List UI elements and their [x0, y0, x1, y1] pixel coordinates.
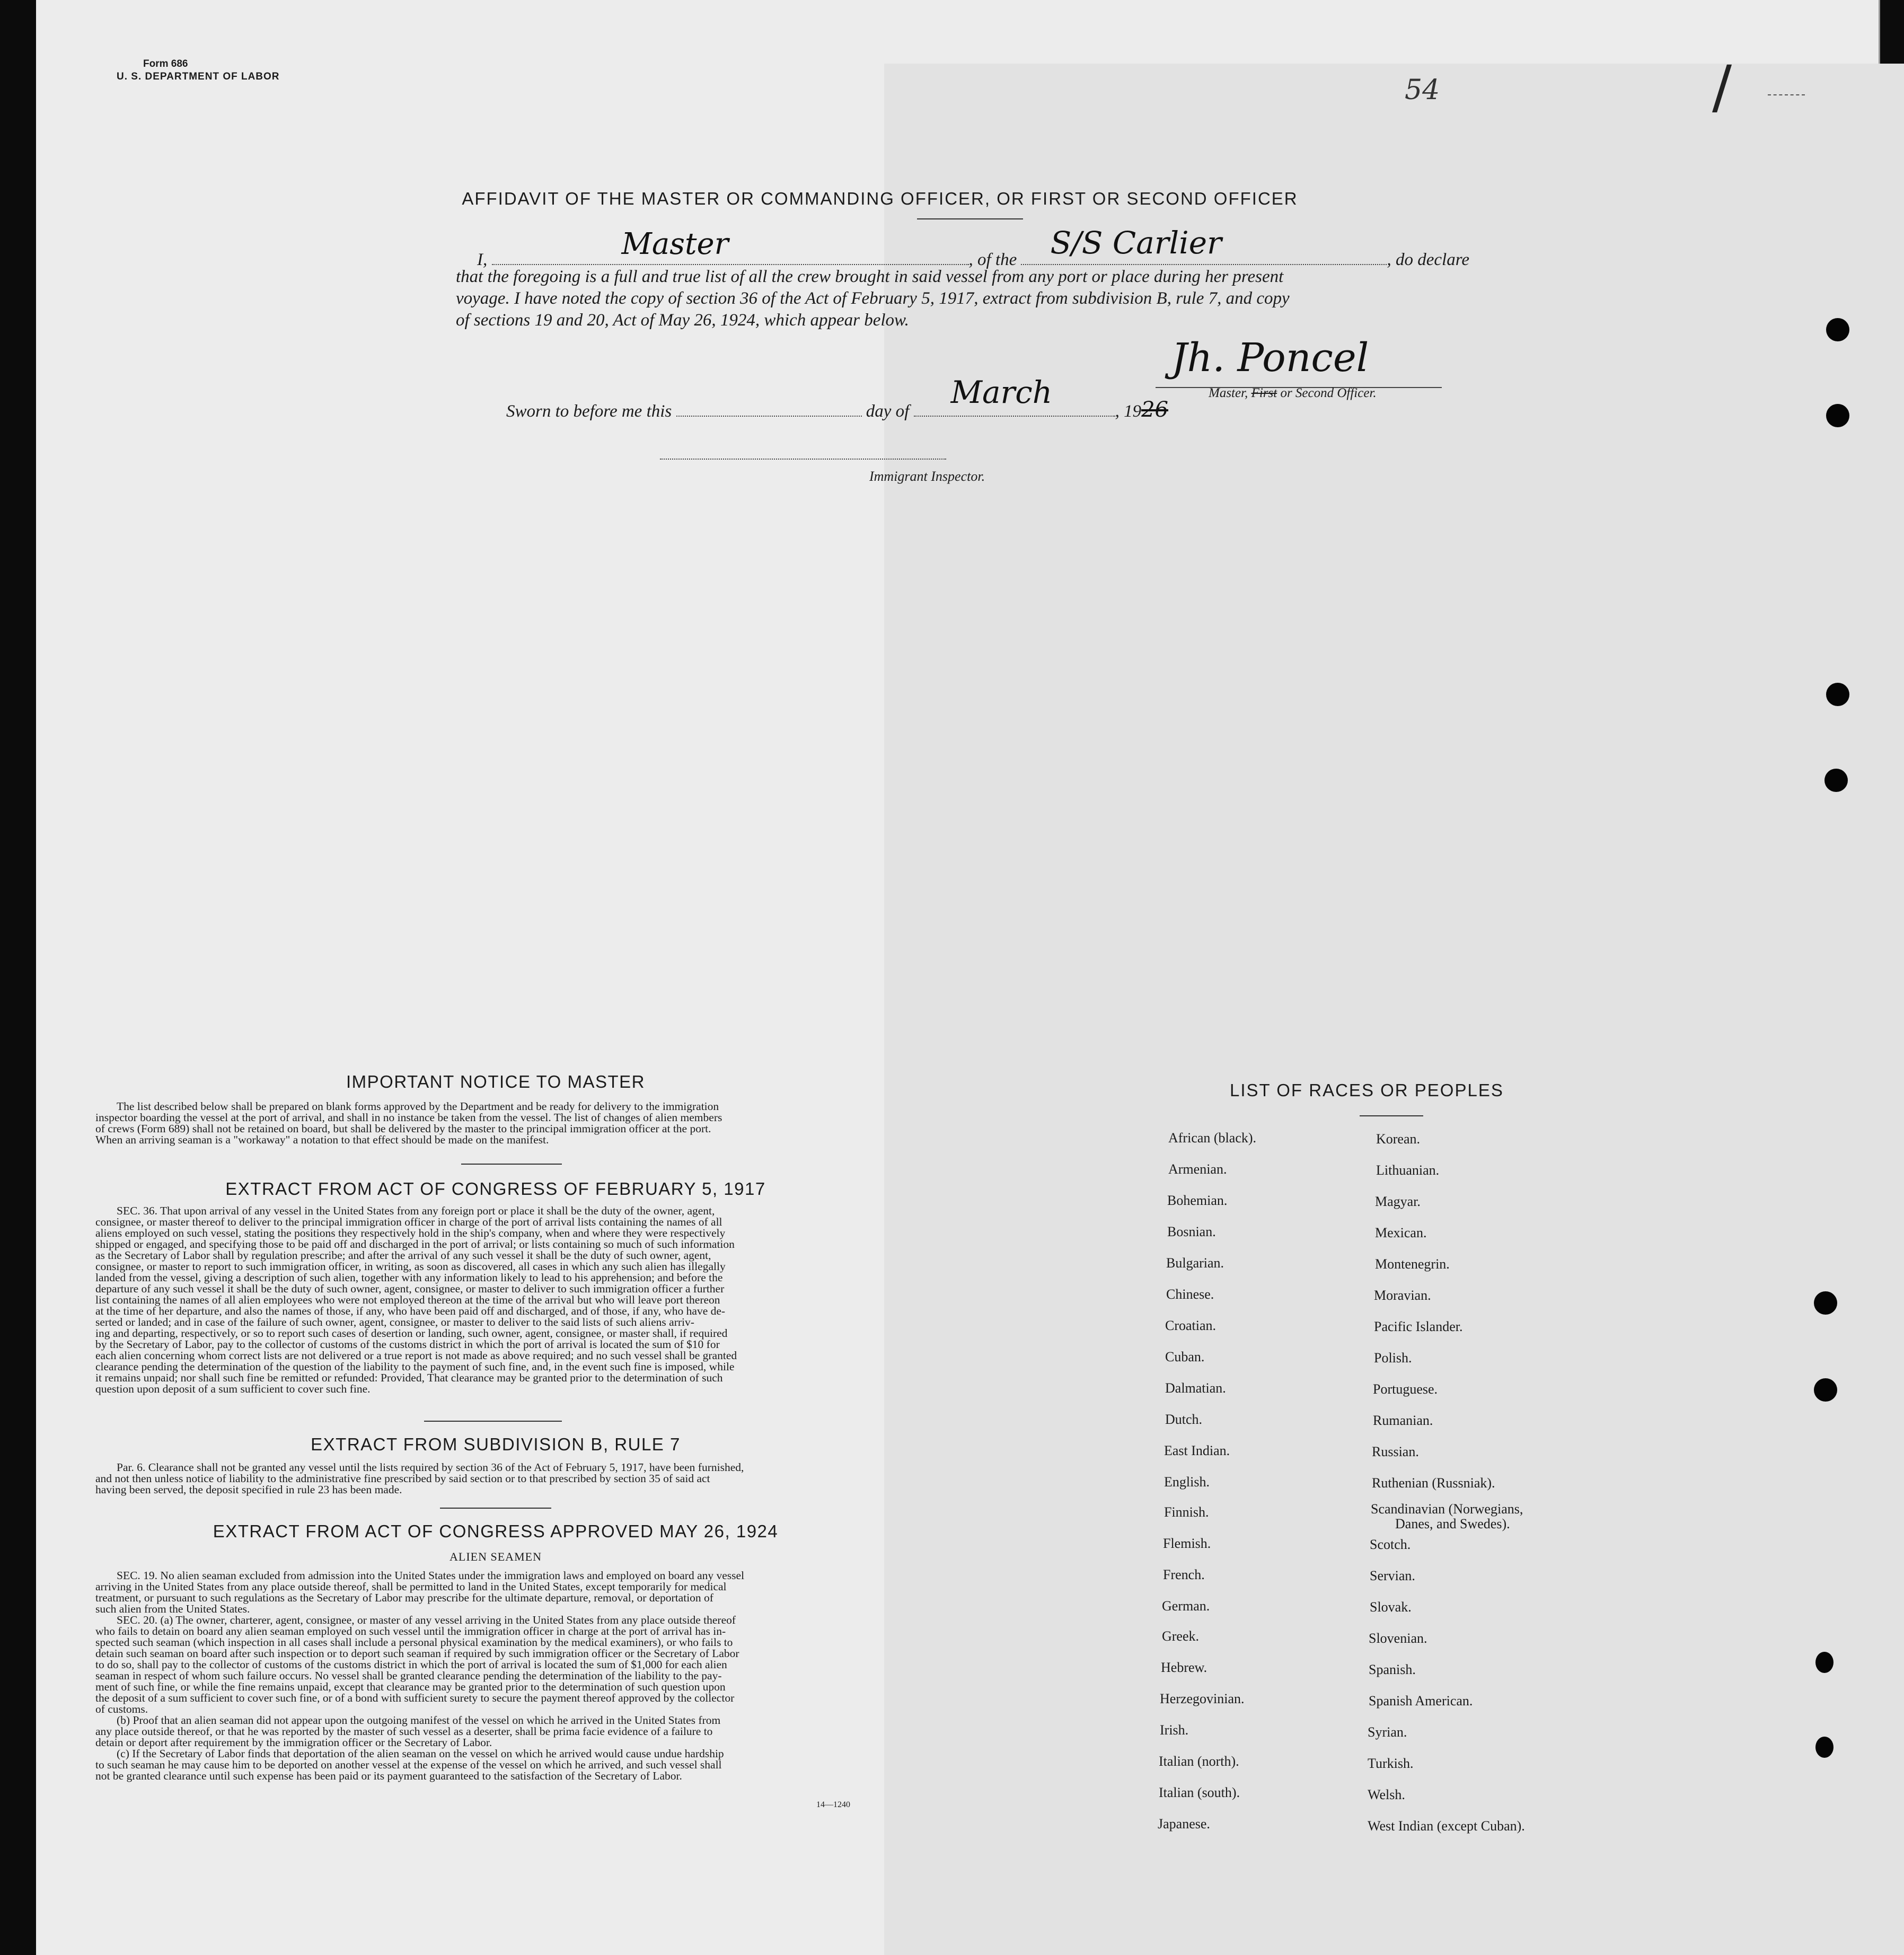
affidavit-line-4: of sections 19 and 20, Act of May 26, 1924, which appear below.: [456, 311, 909, 330]
race-item: Servian.: [1370, 1568, 1415, 1583]
race-item: Lithuanian.: [1376, 1163, 1440, 1178]
race-item: Bohemian.: [1167, 1193, 1228, 1208]
department-name: U. S. DEPARTMENT OF LABOR: [117, 71, 280, 82]
races-title-rule: [1360, 1115, 1423, 1116]
inspector-caption: Immigrant Inspector.: [869, 469, 985, 484]
extract-1924-line: detain or deport after requirement by the immigration officer or the Secretary of Labor.: [95, 1736, 492, 1749]
extract-1917-line: at the time of her departure, and also the names of those, if any, who have been paid off and discharged, and of those, if any, who have de-: [95, 1305, 726, 1317]
affidavit-line-1: [477, 225, 1469, 270]
binder-hole: [1815, 1737, 1834, 1758]
notice-line: When an arriving seaman is a "workaway" a notation to that effect should be made on the manifest.: [95, 1133, 549, 1146]
race-item: Cuban.: [1165, 1349, 1205, 1364]
line1-mid: , of the: [968, 250, 1017, 269]
extract-1917-line: serted or landed; and in case of the failure of such owner, agent, consignee, or master to deliver to the said lists of such aliens arriv-: [95, 1316, 694, 1328]
race-item: Montenegrin.: [1375, 1256, 1450, 1272]
race-item: Herzegovinian.: [1160, 1691, 1245, 1706]
race-item: Magyar.: [1375, 1194, 1421, 1209]
race-item: East Indian.: [1164, 1443, 1230, 1458]
extract-1924-line: SEC. 19. No alien seaman excluded from admission into the United States under the immigration laws and employed on board any vessel: [117, 1569, 745, 1582]
race-item: Korean.: [1376, 1131, 1421, 1147]
day-blank: [676, 416, 862, 417]
race-item: French.: [1163, 1567, 1205, 1582]
affidavit-line-2: that the foregoing is a full and true list of all the crew brought in said vessel from any port or place during her present: [456, 267, 1284, 286]
handwritten-name: Master: [621, 227, 729, 261]
race-item: Polish.: [1374, 1350, 1412, 1366]
race-item: Scotch.: [1370, 1537, 1411, 1552]
race-item: Slovenian.: [1369, 1631, 1427, 1646]
extract-1917-line: landed from the vessel, giving a description of such alien, together with any information likely to lead to his apprehension; and before the: [95, 1271, 723, 1284]
caption-second-officer: or Second Officer.: [1280, 386, 1377, 400]
notice-line: of crews (Form 689) shall not be retained on board, but shall be delivered by the master to the principal immigration officer at the port.: [95, 1122, 711, 1135]
binder-hole: [1814, 1291, 1837, 1315]
binder-hole: [1815, 1652, 1834, 1673]
race-item: Dalmatian.: [1165, 1380, 1226, 1396]
race-item-continuation: Danes, and Swedes).: [1395, 1516, 1510, 1531]
race-item: Bosnian.: [1167, 1224, 1216, 1239]
extract-1924-line: of customs.: [95, 1703, 148, 1715]
extract-1924-subtitle: ALIEN SEAMEN: [449, 1550, 542, 1563]
extract-1917-line: shipped or engaged, and specifying those to be paid off and discharged in the port of arrival; or lists containing so much of such information: [95, 1238, 735, 1251]
vessel-blank: [1021, 225, 1387, 265]
race-item: Moravian.: [1374, 1288, 1431, 1303]
extract-1924-title: EXTRACT FROM ACT OF CONGRESS APPROVED MAY 26, 1924: [213, 1521, 779, 1541]
inspector-signature-line: [660, 459, 946, 460]
section-rule: [461, 1164, 562, 1165]
race-item: Irish.: [1160, 1722, 1189, 1738]
name-blank: [492, 227, 969, 265]
race-item: Rumanian.: [1373, 1413, 1433, 1428]
race-item: Spanish.: [1369, 1662, 1416, 1677]
extract-1917-line: list containing the names of all alien employees who were not employed thereon at the time of the arrival but who will leave port thereon: [95, 1293, 720, 1306]
extract-1924-line: treatment, or pursuant to such regulations as the Secretary of Labor may prescribe for the ultimate departure, removal, or deportation of: [95, 1591, 713, 1604]
section-rule: [440, 1508, 551, 1509]
extract-1917-body: [95, 1205, 896, 1395]
race-item: Italian (south).: [1159, 1785, 1240, 1800]
extract-1917-line: consignee, or master thereof to deliver to the principal immigration officer in charge of the port of arrival lists containing the names of all: [95, 1216, 722, 1228]
extract-1924-line: to do so, shall pay to the collector of customs of the customs district in which the port of arrival is located the sum of $1,000 for each alien: [95, 1658, 727, 1671]
extract-1917-line: consignee, or master to report to such immigration officer, in writing, as soon as discovered, all cases in which any such alien has illegally: [95, 1260, 726, 1273]
binder-hole: [1826, 404, 1849, 427]
race-item: Spanish American.: [1369, 1693, 1473, 1709]
notice-line: inspector boarding the vessel at the port of arrival, and shall in no instance be taken from the vessel. The list of changes of alien members: [95, 1111, 722, 1124]
line1-suffix: , do declare: [1387, 250, 1469, 269]
binder-hole: [1826, 318, 1849, 341]
extract-1924-line: SEC. 20. (a) The owner, charterer, agent, consignee, or master of any vessel arriving in the United States from any place outside thereof: [117, 1614, 736, 1626]
race-item: Pacific Islander.: [1374, 1319, 1463, 1334]
sworn-prefix: Sworn to before me this: [506, 402, 672, 421]
check-mark: /: [1712, 53, 1732, 121]
race-item: Croatian.: [1165, 1318, 1217, 1333]
caption-struck-first: First: [1251, 386, 1277, 400]
races-title: LIST OF RACES OR PEOPLES: [1230, 1080, 1504, 1100]
race-item: African (black).: [1168, 1130, 1257, 1146]
race-item: Flemish.: [1163, 1536, 1211, 1551]
top-right-dash: [1768, 94, 1805, 95]
extract-1917-title: EXTRACT FROM ACT OF CONGRESS OF FEBRUARY 5, 1917: [225, 1179, 766, 1199]
race-item: Greek.: [1162, 1628, 1200, 1644]
race-item: Japanese.: [1158, 1816, 1210, 1831]
affidavit-title: AFFIDAVIT OF THE MASTER OR COMMANDING OFFICER, OR FIRST OR SECOND OFFICER: [462, 189, 1298, 208]
extract-1917-line: it remains unpaid; nor shall such fine be remitted or refunded: Provided, That clearance may be granted prior to the determination of such: [95, 1371, 723, 1384]
section-rule: [424, 1421, 562, 1422]
master-signature: Jh. Poncel: [1171, 335, 1369, 381]
extract-1917-line: clearance pending the determination of the question of the liability to the payment of such fine, and, in the event such fine is imposed, while: [95, 1360, 735, 1373]
extract-1917-line: departure of any such vessel it shall be the duty of such owner, agent, consignee, or master to deliver to such immigration officer a further: [95, 1282, 725, 1295]
race-item: Italian (north).: [1159, 1754, 1239, 1769]
extract-1924-line: seaman in respect of whom such failure occurs. No vessel shall be granted clearance pending the determination of the liability to the pay-: [95, 1669, 722, 1682]
extract-rule7-line: and not then unless notice of liability to the administrative fine prescribed by said section or to that prescribed by section 35 of said act: [95, 1472, 710, 1485]
page-number: 54: [1405, 74, 1440, 106]
line1-prefix: I,: [477, 250, 488, 269]
race-item: Syrian.: [1368, 1724, 1407, 1740]
month-blank: [914, 374, 1115, 417]
notice-line: The list described below shall be prepared on blank forms approved by the Department and be ready for delivery to the immigration: [117, 1100, 719, 1113]
race-item: English.: [1164, 1474, 1210, 1490]
handwritten-month: March: [950, 374, 1053, 410]
race-item: Scandinavian (Norwegians,: [1371, 1501, 1523, 1517]
race-item: Armenian.: [1168, 1161, 1227, 1177]
extract-1924-line: arriving in the United States from any place outside thereof, shall be permitted to land in the United States, except temporarily for medical: [95, 1580, 727, 1593]
race-item: Chinese.: [1166, 1287, 1214, 1302]
extract-rule7-body: [95, 1462, 896, 1495]
year-prefix: , 19: [1115, 402, 1142, 421]
notice-body: [95, 1101, 896, 1146]
extract-1924-line: ment of such fine, or while the fine remains unpaid, except that clearance may be granted prior to the determination of such question upon: [95, 1680, 726, 1693]
extract-1924-body: [95, 1570, 896, 1782]
form-number: Form 686: [143, 58, 188, 69]
race-item: Slovak.: [1370, 1599, 1412, 1615]
handwritten-vessel: S/S Carlier: [1050, 225, 1222, 261]
day-of-label: day of: [866, 402, 910, 421]
title-rule: [917, 218, 1023, 219]
affidavit-line-3: voyage. I have noted the copy of section 36 of the Act of February 5, 1917, extract from subdivision B, rule 7, and copy: [456, 289, 1290, 308]
signature-caption: [1209, 386, 1377, 401]
handwritten-year: 26: [1141, 398, 1168, 422]
extract-1924-line: any place outside thereof, or that he was reported by the master of such vessel as a deserter, shall be prima facie evidence of a failure to: [95, 1725, 713, 1738]
race-item: Welsh.: [1368, 1787, 1405, 1802]
extract-rule7-line: having been served, the deposit specified in rule 23 has been made.: [95, 1483, 402, 1496]
extract-1917-line: question upon deposit of a sum sufficient to cover such fine.: [95, 1382, 371, 1395]
extract-1917-line: aliens employed on such vessel, stating the positions they respectively hold in the ship's company, when and where they were respectively: [95, 1227, 726, 1239]
extract-1924-line: such alien from the United States.: [95, 1602, 250, 1615]
sworn-line: [506, 374, 1168, 422]
extract-1924-line: not be granted clearance until such expense has been paid or its payment guaranteed to the satisfaction of the Secretary of Labor.: [95, 1769, 682, 1782]
race-item: German.: [1162, 1598, 1210, 1614]
extract-1917-line: as the Secretary of Labor shall by regulation prescribe; and after the arrival of any such vessel it shall be the duty of such owner, agent,: [95, 1249, 711, 1262]
race-item: Turkish.: [1368, 1756, 1414, 1771]
race-item: Finnish.: [1164, 1504, 1209, 1520]
caption-master: Master,: [1209, 386, 1248, 400]
extract-1924-line: detain such seaman on board after such inspection or to deport such seaman if required by such immigration officer or the Secretary of Labor: [95, 1647, 739, 1660]
extract-1917-line: by the Secretary of Labor, pay to the collector of customs of the customs district in which the port of arrival is located the sum of $10 for: [95, 1338, 720, 1351]
race-item: Ruthenian (Russniak).: [1372, 1475, 1495, 1491]
race-item: West Indian (except Cuban).: [1368, 1818, 1525, 1834]
extract-rule7-title: EXTRACT FROM SUBDIVISION B, RULE 7: [311, 1434, 681, 1454]
race-item: Hebrew.: [1161, 1660, 1207, 1675]
extract-1924-line: to such seaman he may cause him to be deported on another vessel at the expense of the vessel on which he arrived, and such vessel shall: [95, 1758, 722, 1771]
extract-1924-line: (c) If the Secretary of Labor finds that deportation of the alien seaman on the vessel on which he arrived would cause undue hardship: [117, 1747, 724, 1760]
extract-1924-line: the deposit of a sum sufficient to cover such fine, or of a bond with sufficient surety to secure the payment thereof approved by the collector: [95, 1692, 735, 1704]
binder-hole: [1814, 1378, 1837, 1402]
notice-title: IMPORTANT NOTICE TO MASTER: [346, 1072, 645, 1091]
extract-1917-line: SEC. 36. That upon arrival of any vessel in the United States from any foreign port or place it shall be the duty of the owner, agent,: [117, 1204, 715, 1217]
binder-hole: [1824, 769, 1848, 792]
binder-hole: [1826, 683, 1849, 706]
form-print-code: 14—1240: [816, 1800, 850, 1809]
extract-rule7-line: Par. 6. Clearance shall not be granted any vessel until the lists required by section 36 of the Act of February 5, 1917, have been furnished,: [117, 1461, 744, 1474]
race-item: Bulgarian.: [1166, 1255, 1224, 1271]
extract-1924-line: who fails to detain on board any alien seaman employed on such vessel until the immigration officer in charge at the port of arrival has in-: [95, 1625, 726, 1637]
race-item: Portuguese.: [1373, 1381, 1438, 1397]
extract-1924-line: spected such seaman (which inspection in all cases shall include a personal physical examination by the medical examiners), or who fails to: [95, 1636, 733, 1649]
race-item: Dutch.: [1165, 1412, 1203, 1427]
race-item: Russian.: [1372, 1444, 1419, 1459]
extract-1917-line: each alien concerning whom correct lists are not delivered or a true report is not made as above required; and no such vessel shall be granted: [95, 1349, 737, 1362]
race-item: Mexican.: [1375, 1225, 1427, 1240]
extract-1917-line: ing and departing, respectively, or so to report such cases of desertion or landing, such owner, agent, consignee, or master shall, if required: [95, 1327, 728, 1340]
extract-1924-line: (b) Proof that an alien seaman did not appear upon the outgoing manifest of the vessel on which he arrived in the United States from: [117, 1714, 721, 1727]
